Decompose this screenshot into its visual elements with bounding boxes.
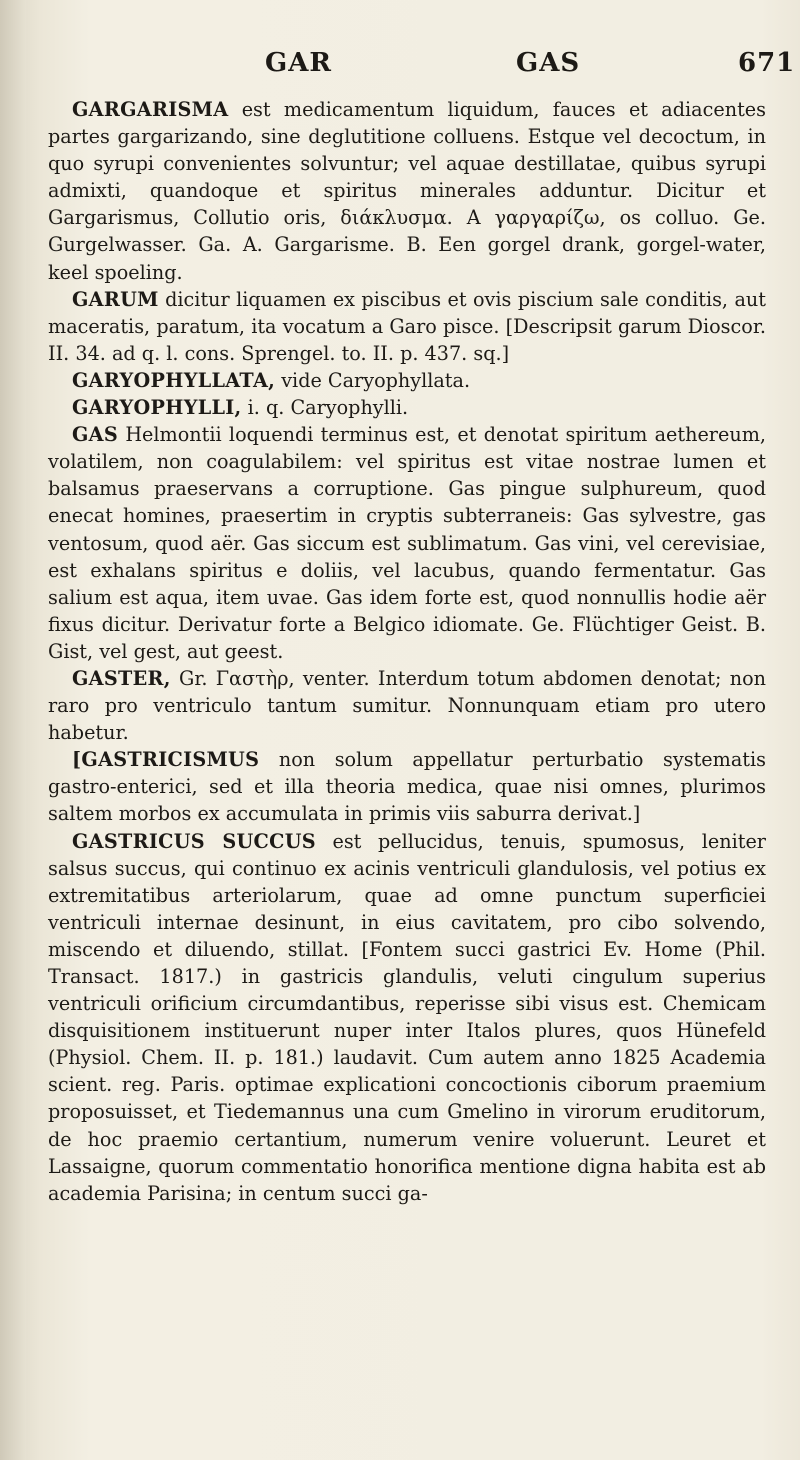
page-edge	[0, 0, 26, 1460]
entry-body: est medicamentum liquidum, fauces et adiacentes partes gargarizando, sine deglutitione colluens. Estque vel decoctum, in quo syrupi convenientes solvuntur; vel aquae destillatae, quibus syrupi admixti, quandoque et spiritus minerales adduntur. Dicitur et Gargarismus, Collutio oris, διάκλυσμα. A γαργαρίζω, os colluo. Ge. Gurgelwasser. Ga. A. Gargarisme. B. Een gorgel drank, gorgel-water, keel spoeling.	[48, 98, 766, 284]
entry-body: dicitur liquamen ex piscibus et ovis piscium sale conditis, aut maceratis, paratum, ita vocatum a Garo pisce. [Descripsit garum Dioscor. II. 34. ad q. l. cons. Sprengel. to. II. p. 437. sq.]	[48, 287, 766, 365]
headword: GARYOPHYLLI,	[72, 396, 242, 420]
entry-garum	[48, 286, 766, 367]
entry-body: non solum appellatur perturbatio systematis gastro-enterici, sed et illa theoria medica, quae nisi omnes, plurimos saltem morbos ex accumulata in primis viis saburra derivat.]	[48, 748, 766, 826]
headword: GASTRICUS SUCCUS	[72, 829, 316, 853]
headword: GARYOPHYLLATA,	[72, 368, 276, 392]
entry-gas	[48, 421, 766, 665]
headword: [GASTRICISMUS	[72, 748, 260, 772]
headword: GARUM	[72, 287, 159, 311]
entry-body: Helmontii loquendi terminus est, et denotat spiritum aethereum, volatilem, non coagulabilem: vel spiritus est vitae nostrae lumen et balsamus praeservans a corruptione. Gas pingue sulphureum, quod enecat homines, praesertim in cryptis subterraneis: Gas sylvestre, gas ventosum, quod aër. Gas siccum est sublimatum. Gas vini, vel cerevisiae, est exhalans spiritus e doliis, vel lacubus, quando fermentatur. Gas salium est aqua, item uvae. Gas idem forte est, quod nonnullis hodie aër fixus dicitur. Derivatur forte a Belgico idiomate. Ge. Flüchtiger Geist. B. Gist, vel gest, aut geest.	[48, 423, 766, 663]
entry-body: est pellucidus, tenuis, spumosus, leniter salsus succus, qui continuo ex acinis ventriculi glandulosis, vel potius ex extremitatibus arteriolarum, quae ad omne punctum superficiei ventriculi internae desinunt, in eius cavitatem, pro cibo solvendo, miscendo et diluendo, stillat. [Fontem succi gastrici Ev. Home (Phil. Transact. 1817.) in gastricis glandulis, veluti cingulum superius ventriculi orificium circumdantibus, reperisse sibi visus est. Chemicam disquisitionem instituerunt nuper inter Italos plures, quos Hünefeld (Physiol. Chem. II. p. 181.) laudavit. Cum autem anno 1825 Academia scient. reg. Paris. optimae explicationi concoctionis ciborum praemium proposuisset, et Tiedemannus una cum Gmelino in virorum eruditorum, de hoc praemio certantium, numerum venire voluerunt. Leuret et Lassaigne, quorum commentatio honorifica mentione digna habita est ab academia Parisina; in centum succi ga-	[48, 829, 766, 1205]
header-left-word: GAR	[265, 48, 332, 78]
entry-gargarisma	[48, 96, 766, 286]
headword: GASTER,	[72, 666, 171, 690]
entry-gastricismus	[48, 746, 766, 827]
entry-garyophyllata	[48, 367, 766, 394]
entry-garyophylli	[48, 394, 766, 421]
headword: GARGARISMA	[72, 98, 229, 121]
header-center-word: GAS	[516, 48, 581, 78]
entry-gaster	[48, 665, 766, 746]
running-header	[0, 48, 800, 88]
entry-gastricus-succus	[48, 828, 766, 1207]
page-number: 671	[738, 48, 796, 78]
headword: GAS	[72, 423, 119, 447]
entry-body: vide Caryophyllata.	[281, 368, 471, 392]
entry-body: Gr. Γαστὴρ, venter. Interdum totum abdomen denotat; non raro pro ventriculo tantum sumitur. Nonnunquam etiam pro utero habetur.	[48, 666, 766, 745]
entry-body: i. q. Caryophylli.	[247, 396, 409, 420]
dictionary-text	[48, 96, 766, 1207]
